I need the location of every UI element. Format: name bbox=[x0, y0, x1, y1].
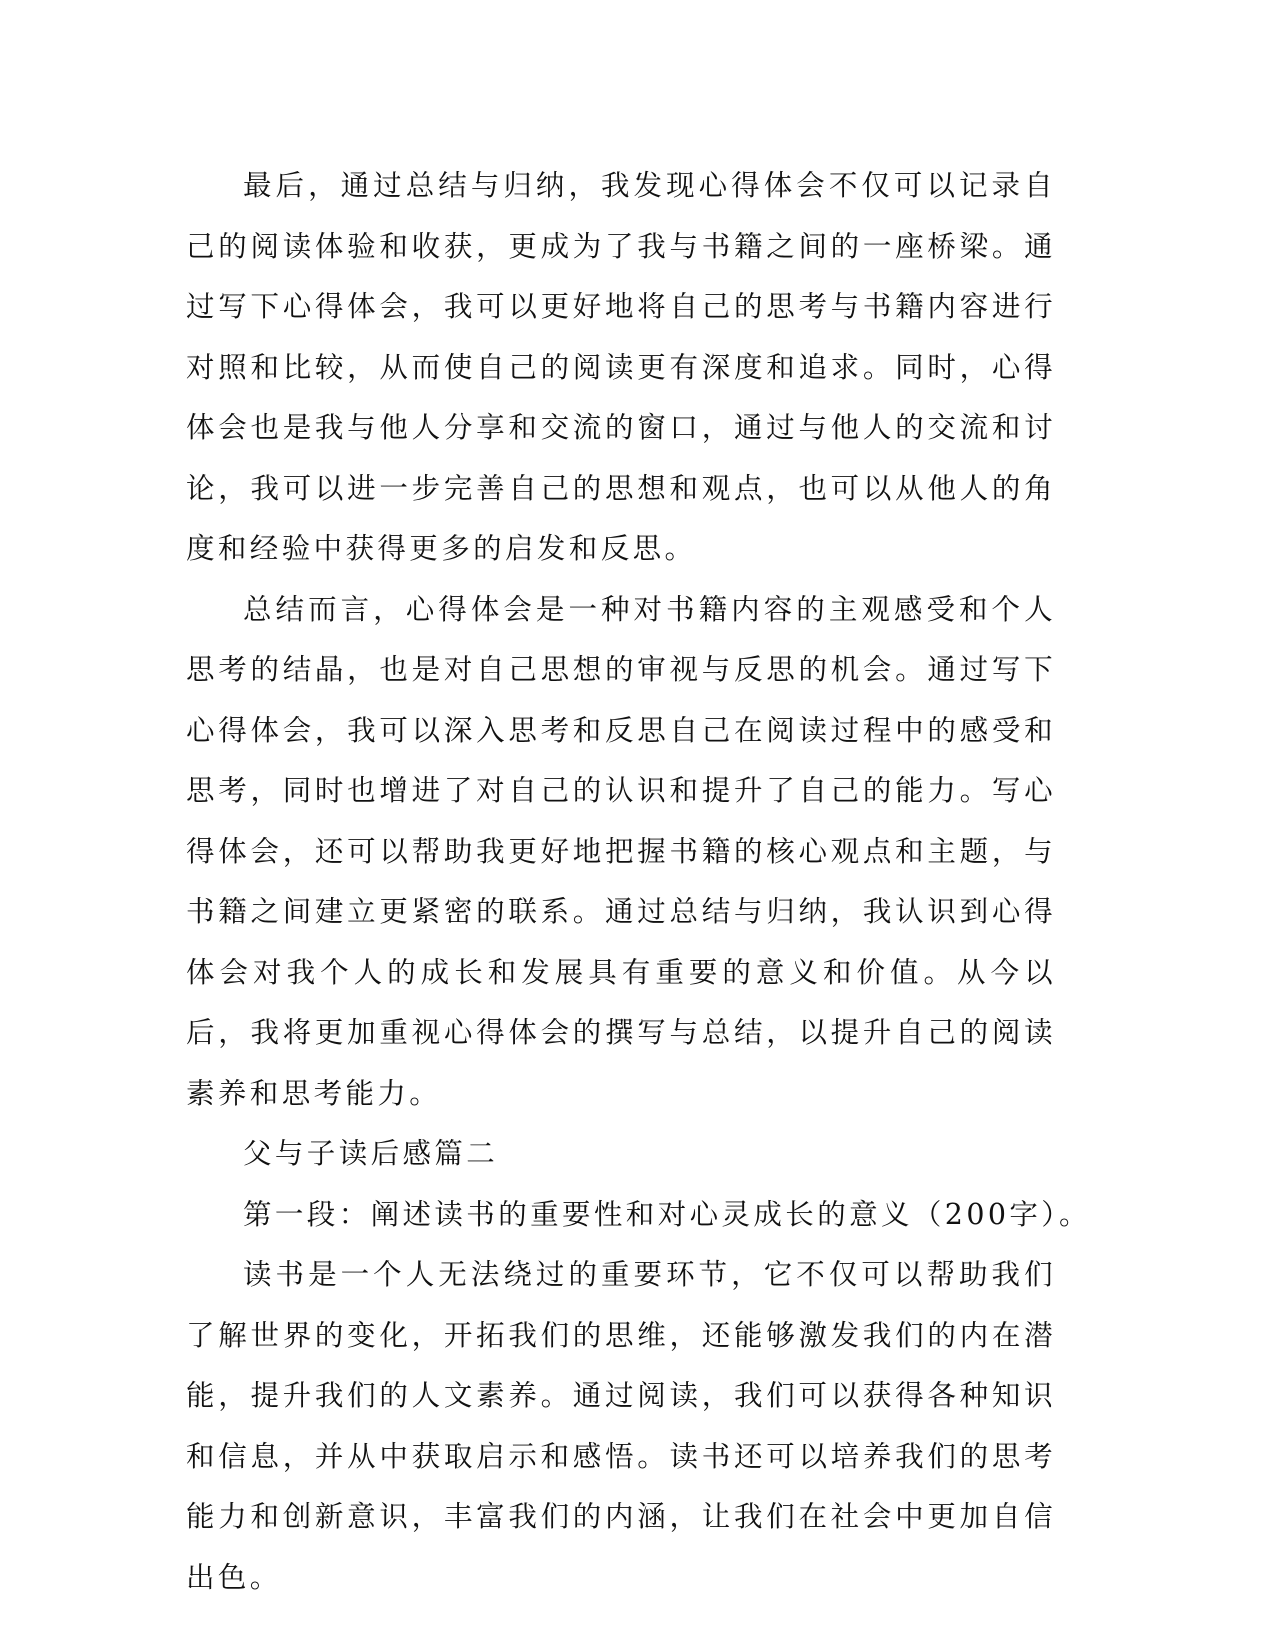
section-title: 父与子读后感篇二 bbox=[243, 1137, 499, 1170]
subsection-title: 第一段：阐述读书的重要性和对心灵成长的意义（200字）。 bbox=[243, 1197, 1091, 1231]
paragraph-conclusion: 总结而言，心得体会是一种对书籍内容的主观感受和个人思考的结晶，也是对自己思想的审视与反思的机会。通过写下心得体会，我可以深入思考和反思自己在阅读过程中的感受和思考，同时也增进了对自己的认识和提升了自己的能力。写心得体会，还可以帮助我更好地把握书籍的核心观点和主题，与书籍之间建立更紧密的联系。通过总结与归纳，我认识到心得体会对我个人的成长和发展具有重要的意义和价值。从今以后，我将更加重视心得体会的撰写与总结，以提升自己的阅读素养和思考能力。 bbox=[186, 592, 1056, 1110]
document-body bbox=[186, 156, 1091, 1608]
paragraph-reading-importance: 读书是一个人无法绕过的重要环节，它不仅可以帮助我们了解世界的变化，开拓我们的思维，还能够激发我们的内在潜能，提升我们的人文素养。通过阅读，我们可以获得各种知识和信息，并从中获取启示和感悟。读书还可以培养我们的思考能力和创新意识，丰富我们的内涵，让我们在社会中更加自信出色。 bbox=[186, 1258, 1056, 1594]
paragraph-summary-reflection: 最后，通过总结与归纳，我发现心得体会不仅可以记录自己的阅读体验和收获，更成为了我与书籍之间的一座桥梁。通过写下心得体会，我可以更好地将自己的思考与书籍内容进行对照和比较，从而使自己的阅读更有深度和追求。同时，心得体会也是我与他人分享和交流的窗口，通过与他人的交流和讨论，我可以进一步完善自己的思想和观点，也可以从他人的角度和经验中获得更多的启发和反思。 bbox=[186, 169, 1056, 565]
